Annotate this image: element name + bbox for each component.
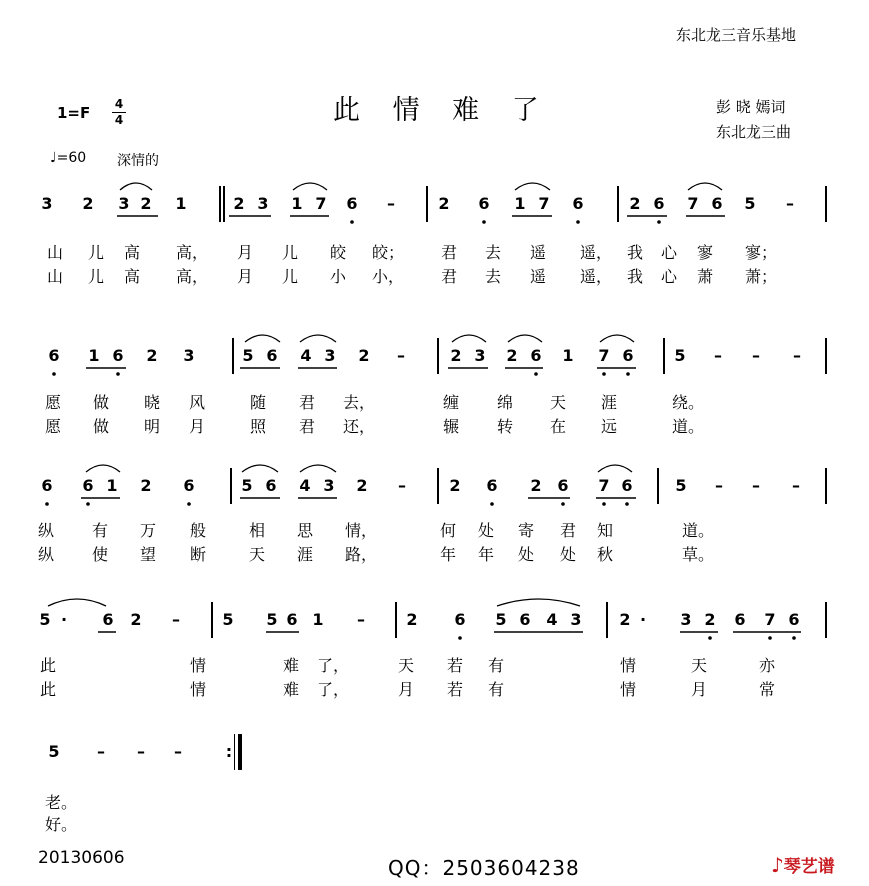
note: 3 (257, 194, 269, 213)
lyric-syllable: 情 (190, 656, 207, 675)
lyric-syllable: 天 (691, 656, 708, 675)
slur (688, 183, 722, 190)
lyric-syllable: 断 (190, 545, 207, 564)
lyric-syllable: 我 (627, 243, 644, 262)
slur (515, 183, 550, 190)
lyric-syllable: 远 (601, 417, 618, 436)
lyric-syllable: 山 (47, 267, 64, 286)
note: 5 (495, 610, 507, 629)
note: 7 (598, 476, 610, 495)
note: 2 (704, 610, 716, 629)
lyric-syllable: 去 (485, 267, 502, 286)
lyric-syllable: 老。 (45, 793, 78, 812)
lyric-syllable: 寥； (745, 243, 778, 262)
note: 6 (557, 476, 569, 495)
note: – (793, 346, 801, 365)
lyric-syllable: 绵 (497, 393, 514, 412)
note: 6 (346, 194, 358, 213)
octave-dot (458, 636, 462, 640)
note: 2 (438, 194, 450, 213)
lyric-syllable: 在 (550, 417, 567, 436)
lyric-syllable: 晓 (144, 393, 161, 412)
lyric-syllable: 处 (478, 521, 495, 540)
lyricist-credit: 彭 晓 嫣词 (716, 98, 786, 116)
note: 7 (687, 194, 699, 213)
lyric-syllable: 君 (560, 521, 577, 540)
lyric-syllable: 君 (441, 267, 458, 286)
lyric-syllable: 涯 (297, 545, 314, 564)
lyric-syllable: 年 (478, 545, 495, 564)
lyric-syllable: 难 (283, 680, 300, 699)
lyric-syllable: 儿 (282, 267, 299, 286)
octave-dot (52, 372, 56, 376)
octave-dot (187, 502, 191, 506)
lyric-syllable: 好。 (45, 815, 78, 834)
note: 2 (358, 346, 370, 365)
slur (497, 599, 580, 606)
note: 6 (519, 610, 531, 629)
lyric-syllable: 路， (345, 545, 378, 564)
octave-dot (708, 636, 712, 640)
note: 5 (39, 610, 51, 629)
lyric-syllable: 君 (441, 243, 458, 262)
slur (452, 335, 486, 342)
lyric-syllable: 道。 (682, 521, 715, 540)
slur (245, 335, 280, 342)
note: 7 (315, 194, 327, 213)
note: 7 (764, 610, 776, 629)
note: – (357, 610, 365, 629)
note: 7 (598, 346, 610, 365)
note: 6 (48, 346, 60, 365)
lyric-syllable: 还， (343, 417, 376, 436)
quarter-note-icon: ♩ (50, 150, 57, 166)
lyric-syllable: 了， (317, 656, 350, 675)
note: 3 (680, 610, 692, 629)
octave-dot (482, 220, 486, 224)
lyric-syllable: 遥， (580, 267, 613, 286)
lyric-syllable: 风 (189, 393, 206, 412)
lyric-syllable: 草。 (682, 545, 715, 564)
lyric-syllable: 亦 (759, 656, 776, 675)
slur (300, 335, 336, 342)
note: 6 (102, 610, 114, 629)
note: 5 (675, 476, 687, 495)
lyric-syllable: 般 (190, 521, 207, 540)
octave-dot (576, 220, 580, 224)
note: 6 (265, 476, 277, 495)
note: – (398, 476, 406, 495)
note: 1 (562, 346, 574, 365)
lyric-syllable: 情 (190, 680, 207, 699)
lyric-syllable: 儿 (282, 243, 299, 262)
slur (120, 183, 152, 190)
note: 2 (130, 610, 142, 629)
note: 1 (291, 194, 303, 213)
expression-marking: 深情的 (117, 153, 159, 169)
lyric-syllable: 涯 (601, 393, 618, 412)
note: 1 (175, 194, 187, 213)
lyric-syllable: 此 (40, 656, 57, 675)
lyric-syllable: 处 (518, 545, 535, 564)
tempo-value: =60 (56, 150, 87, 166)
lyric-syllable: 使 (92, 545, 109, 564)
slur (48, 599, 106, 606)
lyric-syllable: 年 (440, 545, 457, 564)
octave-dot (626, 372, 630, 376)
qq-contact: QQ：2503604238 (388, 856, 580, 880)
note: 6 (653, 194, 665, 213)
note: 6 (286, 610, 298, 629)
time-signature-top: 4 (114, 97, 124, 111)
octave-dot (602, 502, 606, 506)
lyric-syllable: 若 (447, 680, 464, 699)
note: 5 (48, 742, 60, 761)
lyric-syllable: 去 (485, 243, 502, 262)
slur (293, 183, 327, 190)
lyric-syllable: 皎 (330, 243, 347, 262)
slur (300, 465, 336, 472)
lyric-syllable: 天 (249, 545, 266, 564)
lyric-syllable: 绕。 (672, 393, 705, 412)
logo-text: 琴艺谱 (783, 857, 835, 877)
octave-dot (534, 372, 538, 376)
note: 2 (146, 346, 158, 365)
lyric-syllable: 我 (627, 267, 644, 286)
octave-dot (768, 636, 772, 640)
lyric-syllable: 何 (440, 521, 457, 540)
lyric-syllable: 道。 (672, 417, 705, 436)
note: – (792, 476, 800, 495)
lyric-syllable: 处 (560, 545, 577, 564)
qinyipu-logo-icon: ♪琴艺谱 (771, 853, 835, 877)
note: – (786, 194, 794, 213)
octave-dot (561, 502, 565, 506)
lyric-syllable: 做 (93, 417, 110, 436)
lyric-syllable: 思 (297, 521, 314, 540)
note: 2 (530, 476, 542, 495)
note: 2 (140, 194, 152, 213)
note: 5 (266, 610, 278, 629)
slur (242, 465, 278, 472)
note: 5 (241, 476, 253, 495)
note: 4 (299, 476, 311, 495)
note: 2 (233, 194, 245, 213)
lyric-syllable: 天 (550, 393, 567, 412)
site-name: 东北龙三音乐基地 (676, 26, 797, 44)
octave-dot (490, 502, 494, 506)
lyric-syllable: 君 (299, 417, 316, 436)
note: 6 (112, 346, 124, 365)
lyric-syllable: 愿 (45, 393, 62, 412)
note: 6 (734, 610, 746, 629)
lyric-syllable: 纵 (38, 521, 55, 540)
note: 5 (674, 346, 686, 365)
lyric-syllable: 皎； (372, 243, 405, 262)
note: 3 (41, 194, 53, 213)
note: 3 (324, 346, 336, 365)
note: – (137, 742, 145, 761)
lyric-syllable: 寄 (518, 521, 535, 540)
octave-dot (45, 502, 49, 506)
note: 5 (222, 610, 234, 629)
note: 1 (88, 346, 100, 365)
lyric-syllable: 萧； (745, 267, 778, 286)
note: 6 (622, 346, 634, 365)
note: 4 (546, 610, 558, 629)
lyric-syllable: 了， (317, 680, 350, 699)
note: 2 (450, 346, 462, 365)
note: 6 (266, 346, 278, 365)
lyric-syllable: 月 (237, 267, 254, 286)
note: 3 (118, 194, 130, 213)
note: 6 (486, 476, 498, 495)
note: 1 (312, 610, 324, 629)
note: – (387, 194, 395, 213)
lyric-syllable: 常 (759, 680, 776, 699)
lyric-syllable: 遥 (530, 243, 547, 262)
note: 6 (478, 194, 490, 213)
octave-dot (602, 372, 606, 376)
note: – (97, 742, 105, 761)
lyric-syllable: 山 (47, 243, 64, 262)
octave-dot (625, 502, 629, 506)
note: 6 (454, 610, 466, 629)
note: 6 (41, 476, 53, 495)
note: 6 (183, 476, 195, 495)
lyric-syllable: 有 (488, 680, 505, 699)
note: – (715, 476, 723, 495)
lyric-syllable: 寥 (697, 243, 714, 262)
lyric-syllable: 相 (249, 521, 266, 540)
lyric-syllable: 愿 (45, 417, 62, 436)
lyric-syllable: 辗 (443, 417, 460, 436)
slur (600, 335, 634, 342)
lyric-syllable: 明 (144, 417, 161, 436)
note: 3 (323, 476, 335, 495)
note: – (174, 742, 182, 761)
note: · (639, 610, 647, 629)
note: 2 (82, 194, 94, 213)
note: 6 (572, 194, 584, 213)
lyric-syllable: 若 (447, 656, 464, 675)
time-signature-bottom: 4 (114, 113, 124, 127)
note: – (172, 610, 180, 629)
note: 2 (140, 476, 152, 495)
note: 3 (570, 610, 582, 629)
lyric-syllable: 情 (620, 680, 637, 699)
lyric-syllable: 遥 (530, 267, 547, 286)
lyric-syllable: 月 (691, 680, 708, 699)
lyric-syllable: 小， (372, 267, 405, 286)
note: 6 (621, 476, 633, 495)
lyric-syllable: 高 (124, 267, 141, 286)
slur (508, 335, 542, 342)
lyric-syllable: 此 (40, 680, 57, 699)
lyric-syllable: 高 (124, 243, 141, 262)
song-title: 此 情 难 了 (333, 95, 551, 126)
key-signature: 1=F (57, 104, 91, 122)
lyric-syllable: 随 (250, 393, 267, 412)
note: 1 (514, 194, 526, 213)
lyric-syllable: 望 (140, 545, 157, 564)
note: 2 (629, 194, 641, 213)
lyric-syllable: 情， (345, 521, 378, 540)
lyric-syllable: 情 (620, 656, 637, 675)
octave-dot (350, 220, 354, 224)
note: 2 (406, 610, 418, 629)
note: 3 (183, 346, 195, 365)
lyric-syllable: 难 (283, 656, 300, 675)
note: 3 (474, 346, 486, 365)
lyric-syllable: 心 (661, 243, 678, 262)
note: 2 (449, 476, 461, 495)
lyric-syllable: 去， (343, 393, 376, 412)
repeat-dots: : (225, 742, 233, 761)
lyric-syllable: 转 (497, 417, 514, 436)
composer-credit: 东北龙三曲 (716, 123, 792, 141)
note: 6 (788, 610, 800, 629)
lyric-syllable: 照 (250, 417, 267, 436)
lyric-syllable: 有 (488, 656, 505, 675)
lyric-syllable: 小 (330, 267, 347, 286)
lyric-syllable: 高， (176, 267, 209, 286)
lyric-syllable: 心 (661, 267, 678, 286)
lyric-syllable: 儿 (88, 267, 105, 286)
octave-dot (657, 220, 661, 224)
note: · (60, 610, 68, 629)
note: 2 (506, 346, 518, 365)
lyric-syllable: 天 (398, 656, 415, 675)
lyric-syllable: 万 (140, 521, 157, 540)
note: 4 (300, 346, 312, 365)
lyric-syllable: 月 (237, 243, 254, 262)
lyric-syllable: 缠 (443, 393, 460, 412)
lyric-syllable: 高， (176, 243, 209, 262)
lyric-syllable: 有 (92, 521, 109, 540)
lyric-syllable: 君 (299, 393, 316, 412)
lyric-syllable: 知 (597, 521, 614, 540)
note: 6 (82, 476, 94, 495)
note: 2 (619, 610, 631, 629)
lyric-syllable: 遥， (580, 243, 613, 262)
note: – (752, 476, 760, 495)
date-stamp: 20130606 (38, 848, 125, 868)
slur (598, 465, 632, 472)
note: – (752, 346, 760, 365)
lyric-syllable: 纵 (38, 545, 55, 564)
note: – (397, 346, 405, 365)
note: 7 (538, 194, 550, 213)
slur (86, 465, 120, 472)
lyric-syllable: 萧 (697, 267, 714, 286)
lyric-syllable: 秋 (597, 545, 614, 564)
note: 6 (530, 346, 542, 365)
lyric-syllable: 月 (189, 417, 206, 436)
octave-dot (792, 636, 796, 640)
note: 2 (356, 476, 368, 495)
octave-dot (86, 502, 90, 506)
note: 5 (242, 346, 254, 365)
note: 5 (744, 194, 756, 213)
note: 6 (711, 194, 723, 213)
lyric-syllable: 做 (93, 393, 110, 412)
lyric-syllable: 月 (398, 680, 415, 699)
lyric-syllable: 儿 (88, 243, 105, 262)
note: – (714, 346, 722, 365)
octave-dot (116, 372, 120, 376)
note: 1 (106, 476, 118, 495)
